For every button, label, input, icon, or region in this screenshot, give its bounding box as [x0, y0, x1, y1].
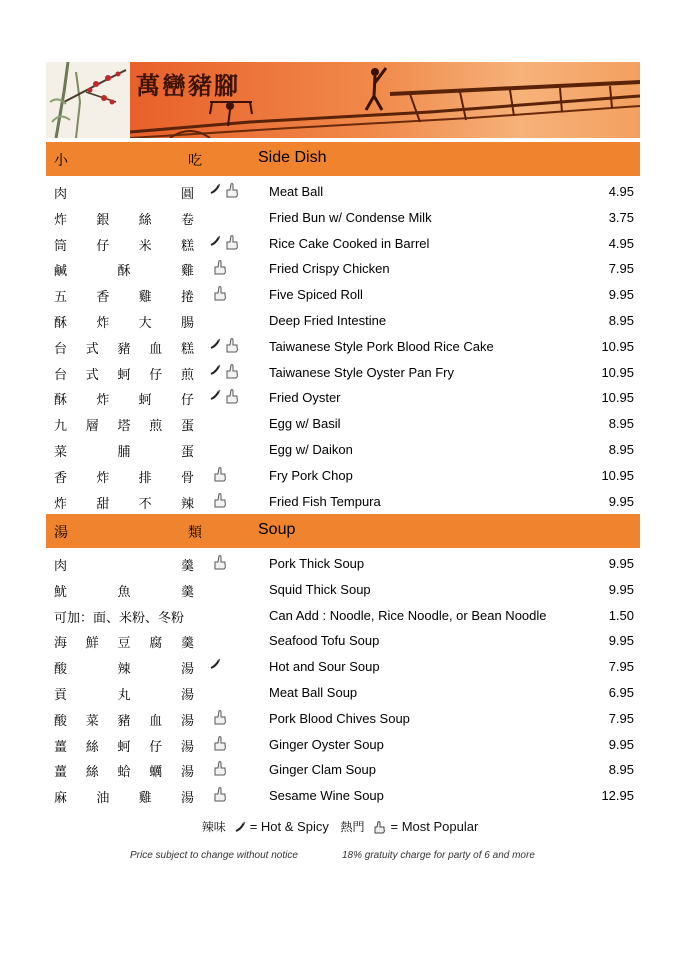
section-header [46, 142, 640, 176]
item-name-zh: 薑 絲 蚵 仔 湯 [54, 739, 194, 755]
menu-item [46, 490, 640, 514]
thumbs-up-icon [225, 337, 239, 353]
thumbs-up-icon [225, 182, 239, 198]
menu-item [46, 552, 640, 576]
menu-item [46, 206, 640, 230]
item-price: 9.95 [608, 287, 634, 303]
item-icons [209, 709, 249, 727]
menu-item [46, 655, 640, 679]
item-name-en: Pork Thick Soup [269, 556, 365, 571]
thumbs-up-icon [213, 760, 227, 776]
item-icons [209, 311, 249, 329]
chili-pepper-icon [209, 337, 221, 351]
item-price: 4.95 [608, 184, 634, 199]
item-icons [209, 554, 249, 572]
item-name-en: Fried Bun w/ Condense Milk [269, 209, 432, 225]
item-price: 10.95 [601, 364, 634, 380]
section-title-zh: 小 吃 [54, 153, 202, 169]
section-title-en: Soup [258, 521, 296, 538]
chili-pepper-icon [209, 234, 221, 248]
item-icons [209, 363, 249, 381]
item-icons [209, 580, 249, 598]
thumbs-up-icon [213, 709, 227, 725]
menu-item [46, 335, 640, 359]
gratuity-notice: 18% gratuity charge for party of 6 and more [342, 850, 535, 861]
item-name-zh: 酸 菜 豬 血 湯 [54, 713, 194, 729]
menu-item [46, 412, 640, 436]
item-name-en: Fry Pork Chop [269, 467, 353, 483]
item-name-en: Meat Ball [269, 184, 324, 199]
item-name-en: Squid Thick Soup [269, 581, 371, 597]
thumbs-up-icon [225, 363, 239, 379]
item-name-en: Sesame Wine Soup [269, 788, 384, 804]
thumbs-up-icon [213, 735, 227, 751]
item-price: 6.95 [608, 685, 634, 700]
item-price: 12.95 [601, 788, 634, 804]
item-name-en: Egg w/ Basil [269, 416, 341, 432]
item-name-zh: 肉 圓 [54, 187, 194, 202]
item-price: 9.95 [608, 493, 634, 509]
item-price: 10.95 [601, 467, 634, 483]
item-price: 9.95 [608, 581, 634, 597]
legend-popular [340, 818, 478, 835]
item-price: 9.95 [608, 556, 634, 571]
menu-item [46, 681, 640, 705]
legend-spicy-label: = Hot & Spicy [249, 819, 329, 834]
item-name-zh: 肉 羹 [54, 559, 194, 574]
item-icons [209, 414, 249, 432]
item-icons [209, 606, 249, 624]
item-name-zh: 貢 丸 湯 [54, 688, 194, 703]
thumbs-up-icon [213, 259, 227, 275]
thumbs-up-icon [225, 234, 239, 250]
item-name-en: Rice Cake Cooked in Barrel [269, 235, 430, 251]
menu-item [46, 784, 640, 808]
item-icons [209, 657, 249, 675]
item-name-en: Seafood Tofu Soup [269, 633, 380, 649]
item-icons [209, 466, 249, 484]
item-name-zh: 可加：面、米粉、冬粉 [54, 610, 185, 626]
item-name-en: Ginger Oyster Soup [269, 736, 384, 752]
item-name-zh: 筒 仔 米 糕 [54, 238, 194, 254]
item-name-en: Meat Ball Soup [269, 685, 358, 700]
item-name-zh: 菜 脯 蛋 [54, 445, 194, 460]
legend [0, 818, 680, 835]
legend-spicy [202, 818, 329, 835]
menu-item [46, 707, 640, 731]
menu-item [46, 464, 640, 488]
item-name-zh: 薑 絲 蛤 蠣 湯 [54, 765, 194, 781]
item-name-zh: 台 式 豬 血 糕 [54, 341, 194, 357]
thumbs-up-icon [213, 466, 227, 482]
menu-item [46, 758, 640, 782]
thumbs-up-icon [213, 786, 227, 802]
item-price: 8.95 [608, 442, 634, 457]
item-icons [209, 440, 249, 458]
item-name-zh: 炸 甜 不 辣 [54, 496, 194, 512]
menu-item [46, 283, 640, 307]
legend-popular-zh: 熱門 [340, 820, 365, 834]
section-title-en: Side Dish [258, 149, 327, 166]
menu-item [46, 604, 640, 628]
item-price: 7.95 [608, 659, 634, 675]
item-price: 4.95 [608, 235, 634, 251]
menu-item [46, 257, 640, 281]
menu-item [46, 438, 640, 462]
item-name-en: Can Add : Noodle, Rice Noodle, or Bean Noodle [269, 607, 547, 623]
thumbs-up-icon [225, 388, 239, 404]
item-icons [209, 337, 249, 355]
item-price: 7.95 [608, 710, 634, 726]
item-name-zh: 麻 油 雞 湯 [54, 791, 194, 807]
item-icons [209, 182, 249, 200]
item-price: 7.95 [608, 261, 634, 277]
item-name-zh: 五 香 雞 捲 [54, 290, 194, 306]
item-name-zh: 九 層 塔 煎 蛋 [54, 419, 194, 435]
item-icons [209, 285, 249, 303]
section-title-zh: 湯 類 [54, 525, 202, 541]
item-name-en: Taiwanese Style Oyster Pan Fry [269, 364, 454, 380]
item-price: 9.95 [608, 633, 634, 649]
item-price: 3.75 [608, 209, 634, 225]
menu-item [46, 309, 640, 333]
price-notice: Price subject to change without notice [130, 850, 298, 861]
thumbs-up-icon [213, 554, 227, 570]
menu-item [46, 361, 640, 385]
item-name-en: Taiwanese Style Pork Blood Rice Cake [269, 338, 494, 354]
item-name-zh: 海 鮮 豆 腐 羹 [54, 636, 194, 652]
item-name-en: Egg w/ Daikon [269, 442, 353, 457]
menu-item [46, 629, 640, 653]
item-icons [209, 492, 249, 510]
item-price: 8.95 [608, 313, 634, 328]
chili-pepper-icon [234, 821, 246, 833]
item-icons [209, 735, 249, 753]
restaurant-name: 萬巒豬腳 [136, 71, 240, 100]
item-name-en: Fried Fish Tempura [269, 493, 381, 509]
item-icons [209, 760, 249, 778]
item-price: 8.95 [608, 416, 634, 432]
item-price: 9.95 [608, 736, 634, 752]
item-icons [209, 208, 249, 226]
item-icons [209, 259, 249, 277]
section-header [46, 514, 640, 548]
item-icons [209, 631, 249, 649]
item-name-en: Fried Oyster [269, 390, 341, 406]
menu-item [46, 180, 640, 204]
chili-pepper-icon [209, 363, 221, 377]
menu-item [46, 733, 640, 757]
thumbs-up-icon [213, 285, 227, 301]
item-name-zh: 香 炸 排 骨 [54, 470, 194, 486]
plum-blossom-painting [46, 62, 130, 138]
menu-item [46, 386, 640, 410]
item-name-zh: 炸 銀 絲 卷 [54, 212, 194, 228]
item-price: 10.95 [601, 338, 634, 354]
item-price: 10.95 [601, 390, 634, 406]
item-name-zh: 魷 魚 羹 [54, 584, 194, 600]
item-name-en: Deep Fried Intestine [269, 313, 387, 328]
menu-item [46, 232, 640, 256]
chili-pepper-icon [209, 657, 221, 671]
item-name-zh: 酥 炸 蚵 仔 [54, 393, 194, 409]
chili-pepper-icon [209, 182, 221, 196]
item-name-en: Hot and Sour Soup [269, 659, 380, 675]
chili-pepper-icon [209, 388, 221, 402]
item-icons [209, 786, 249, 804]
item-icons [209, 234, 249, 252]
menu-item [46, 578, 640, 602]
legend-spicy-zh: 辣味 [201, 820, 226, 834]
item-name-en: Ginger Clam Soup [269, 762, 376, 778]
item-icons [209, 683, 249, 701]
item-price: 1.50 [608, 607, 634, 623]
item-name-zh: 台 式 蚵 仔 煎 [54, 367, 194, 383]
item-icons [209, 388, 249, 406]
item-name-en: Pork Blood Chives Soup [269, 710, 410, 726]
item-name-en: Five Spiced Roll [269, 287, 363, 303]
item-name-zh: 鹹 酥 雞 [54, 264, 194, 280]
item-name-en: Fried Crispy Chicken [269, 261, 390, 277]
item-price: 8.95 [608, 762, 634, 778]
legend-popular-label: = Most Popular [390, 819, 479, 834]
thumbs-up-icon [372, 820, 386, 834]
item-name-zh: 酥 炸 大 腸 [54, 316, 194, 331]
thumbs-up-icon [213, 492, 227, 508]
item-name-zh: 酸 辣 湯 [54, 662, 194, 678]
